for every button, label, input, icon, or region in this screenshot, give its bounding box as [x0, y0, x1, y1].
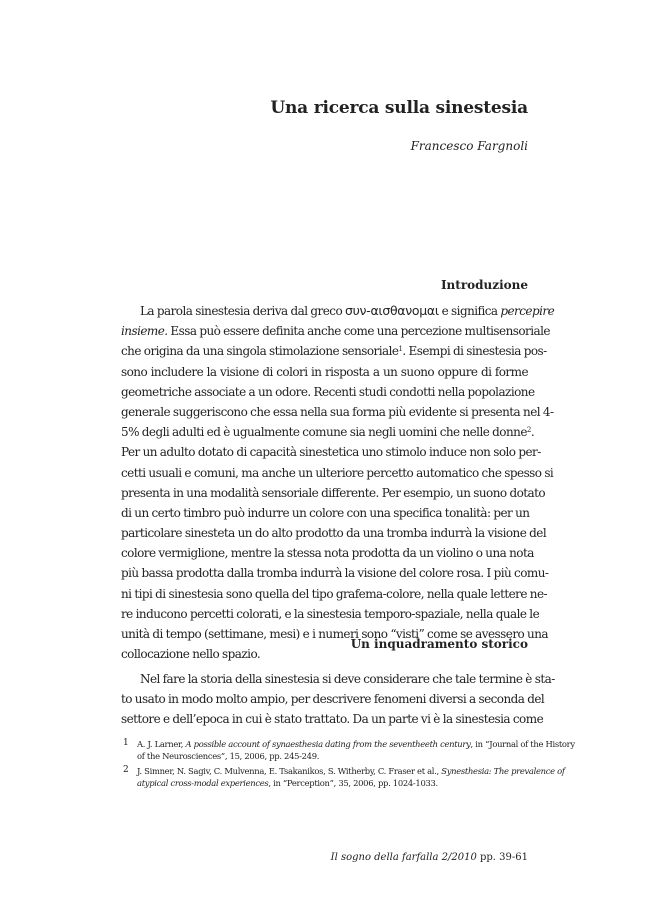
text-line: Nel fare la storia della sinestesia si deve considerare che tale termine è sta-: [140, 672, 555, 686]
text-line: collocazione nello spazio.: [121, 647, 261, 662]
footnote-1: 1 A. J. Larner, A possible account of synaesthesia dating from the seventheeth century, in “Journal of the History of the Neurosciences”, 15, 2006, pp. 245-249.: [123, 738, 575, 761]
journal-name: Il sogno della farfalla 2/2010: [330, 852, 477, 863]
footnotes: [121, 738, 575, 793]
text-line: sono includere la visione di colori in risposta a un suono oppure di forme: [121, 364, 528, 379]
text-line: di un certo timbro può indurre un colore con una specifica tonalità: per un: [121, 505, 530, 520]
text-line: 5% degli adulti ed è ugualmente comune sia negli uomini che nelle donne$^2$.: [121, 425, 535, 440]
text-line: che origina da una singola stimolazione sensoriale$^1$. Esempi di sinestesia pos-: [121, 344, 547, 359]
text-line: unità di tempo (settimane, mesi) e i numeri sono “visti” come se avessero una: [121, 627, 549, 641]
footnote-ref[interactable]: 1: [398, 345, 403, 354]
paragraph-introduzione: [121, 301, 555, 664]
text-line: particolare sinesteta un do alto prodotto da una tromba indurrà la visione del: [121, 526, 547, 541]
section-heading-introduzione: Introduzione: [440, 278, 528, 292]
text-line: cetti usuali e comuni, ma anche un ulteriore percetto automatico che spesso si: [121, 465, 554, 480]
text-line: re inducono percetti colorati, e la sinestesia temporo-spaziale, nella quale le: [121, 606, 540, 621]
text-line: insieme. Essa può essere definita anche come una percezione multisensoriale: [121, 324, 550, 339]
text-line: to usato in modo molto ampio, per descrivere fenomeni diversi a seconda del: [121, 692, 545, 707]
article-author: Francesco Fargnoli: [410, 139, 528, 153]
page-footer: [120, 852, 528, 863]
text-line: presenta in una modalità sensoriale differente. Per esempio, un suono dotato: [121, 485, 546, 500]
footnote-number: 2: [123, 765, 129, 775]
text-line: settore e dell’epoca in cui è stato trattato. Da un parte vi è la sinestesia come: [121, 712, 544, 727]
text-line: La parola sinestesia deriva dal greco συν-αισθανομαι e significa percepire: [140, 303, 555, 318]
text-line: più bassa prodotta dalla tromba indurrà la visione del colore rosa. I più comu-: [121, 566, 549, 581]
text-line: colore vermiglione, mentre la stessa nota prodotta da un violino o una nota: [121, 546, 534, 561]
paragraph-inquadramento: [121, 669, 555, 730]
text-line: generale suggeriscono che essa nella sua forma più evidente si presenta nel 4-: [121, 404, 554, 419]
article-title: Una ricerca sulla sinestesia: [270, 98, 528, 118]
text-line: ni tipi di sinestesia sono quella del tipo grafema-colore, nella quale lettere ne-: [121, 586, 547, 601]
text-line: geometriche associate a un odore. Recenti studi condotti nella popolazione: [121, 384, 535, 399]
section-heading-inquadramento: Un inquadramento storico: [350, 637, 528, 651]
greek-word: συν-αισθανομαι: [345, 303, 439, 318]
footnote-ref[interactable]: 2: [526, 426, 531, 435]
page-range: pp. 39-61: [476, 852, 528, 863]
text-line: Per un adulto dotato di capacità sinestetica uno stimolo induce non solo per-: [121, 445, 541, 460]
footnote-2: 2 J. Simner, N. Sagiv, C. Mulvenna, E. Tsakanikos, S. Witherby, C. Fraser et al., Synesthesia: The prevalence of atypical cross-modal experiences, in “Perception”, 35, 2006, pp. 1024-1033.: [123, 765, 565, 788]
footnote-number: 1: [123, 738, 129, 748]
